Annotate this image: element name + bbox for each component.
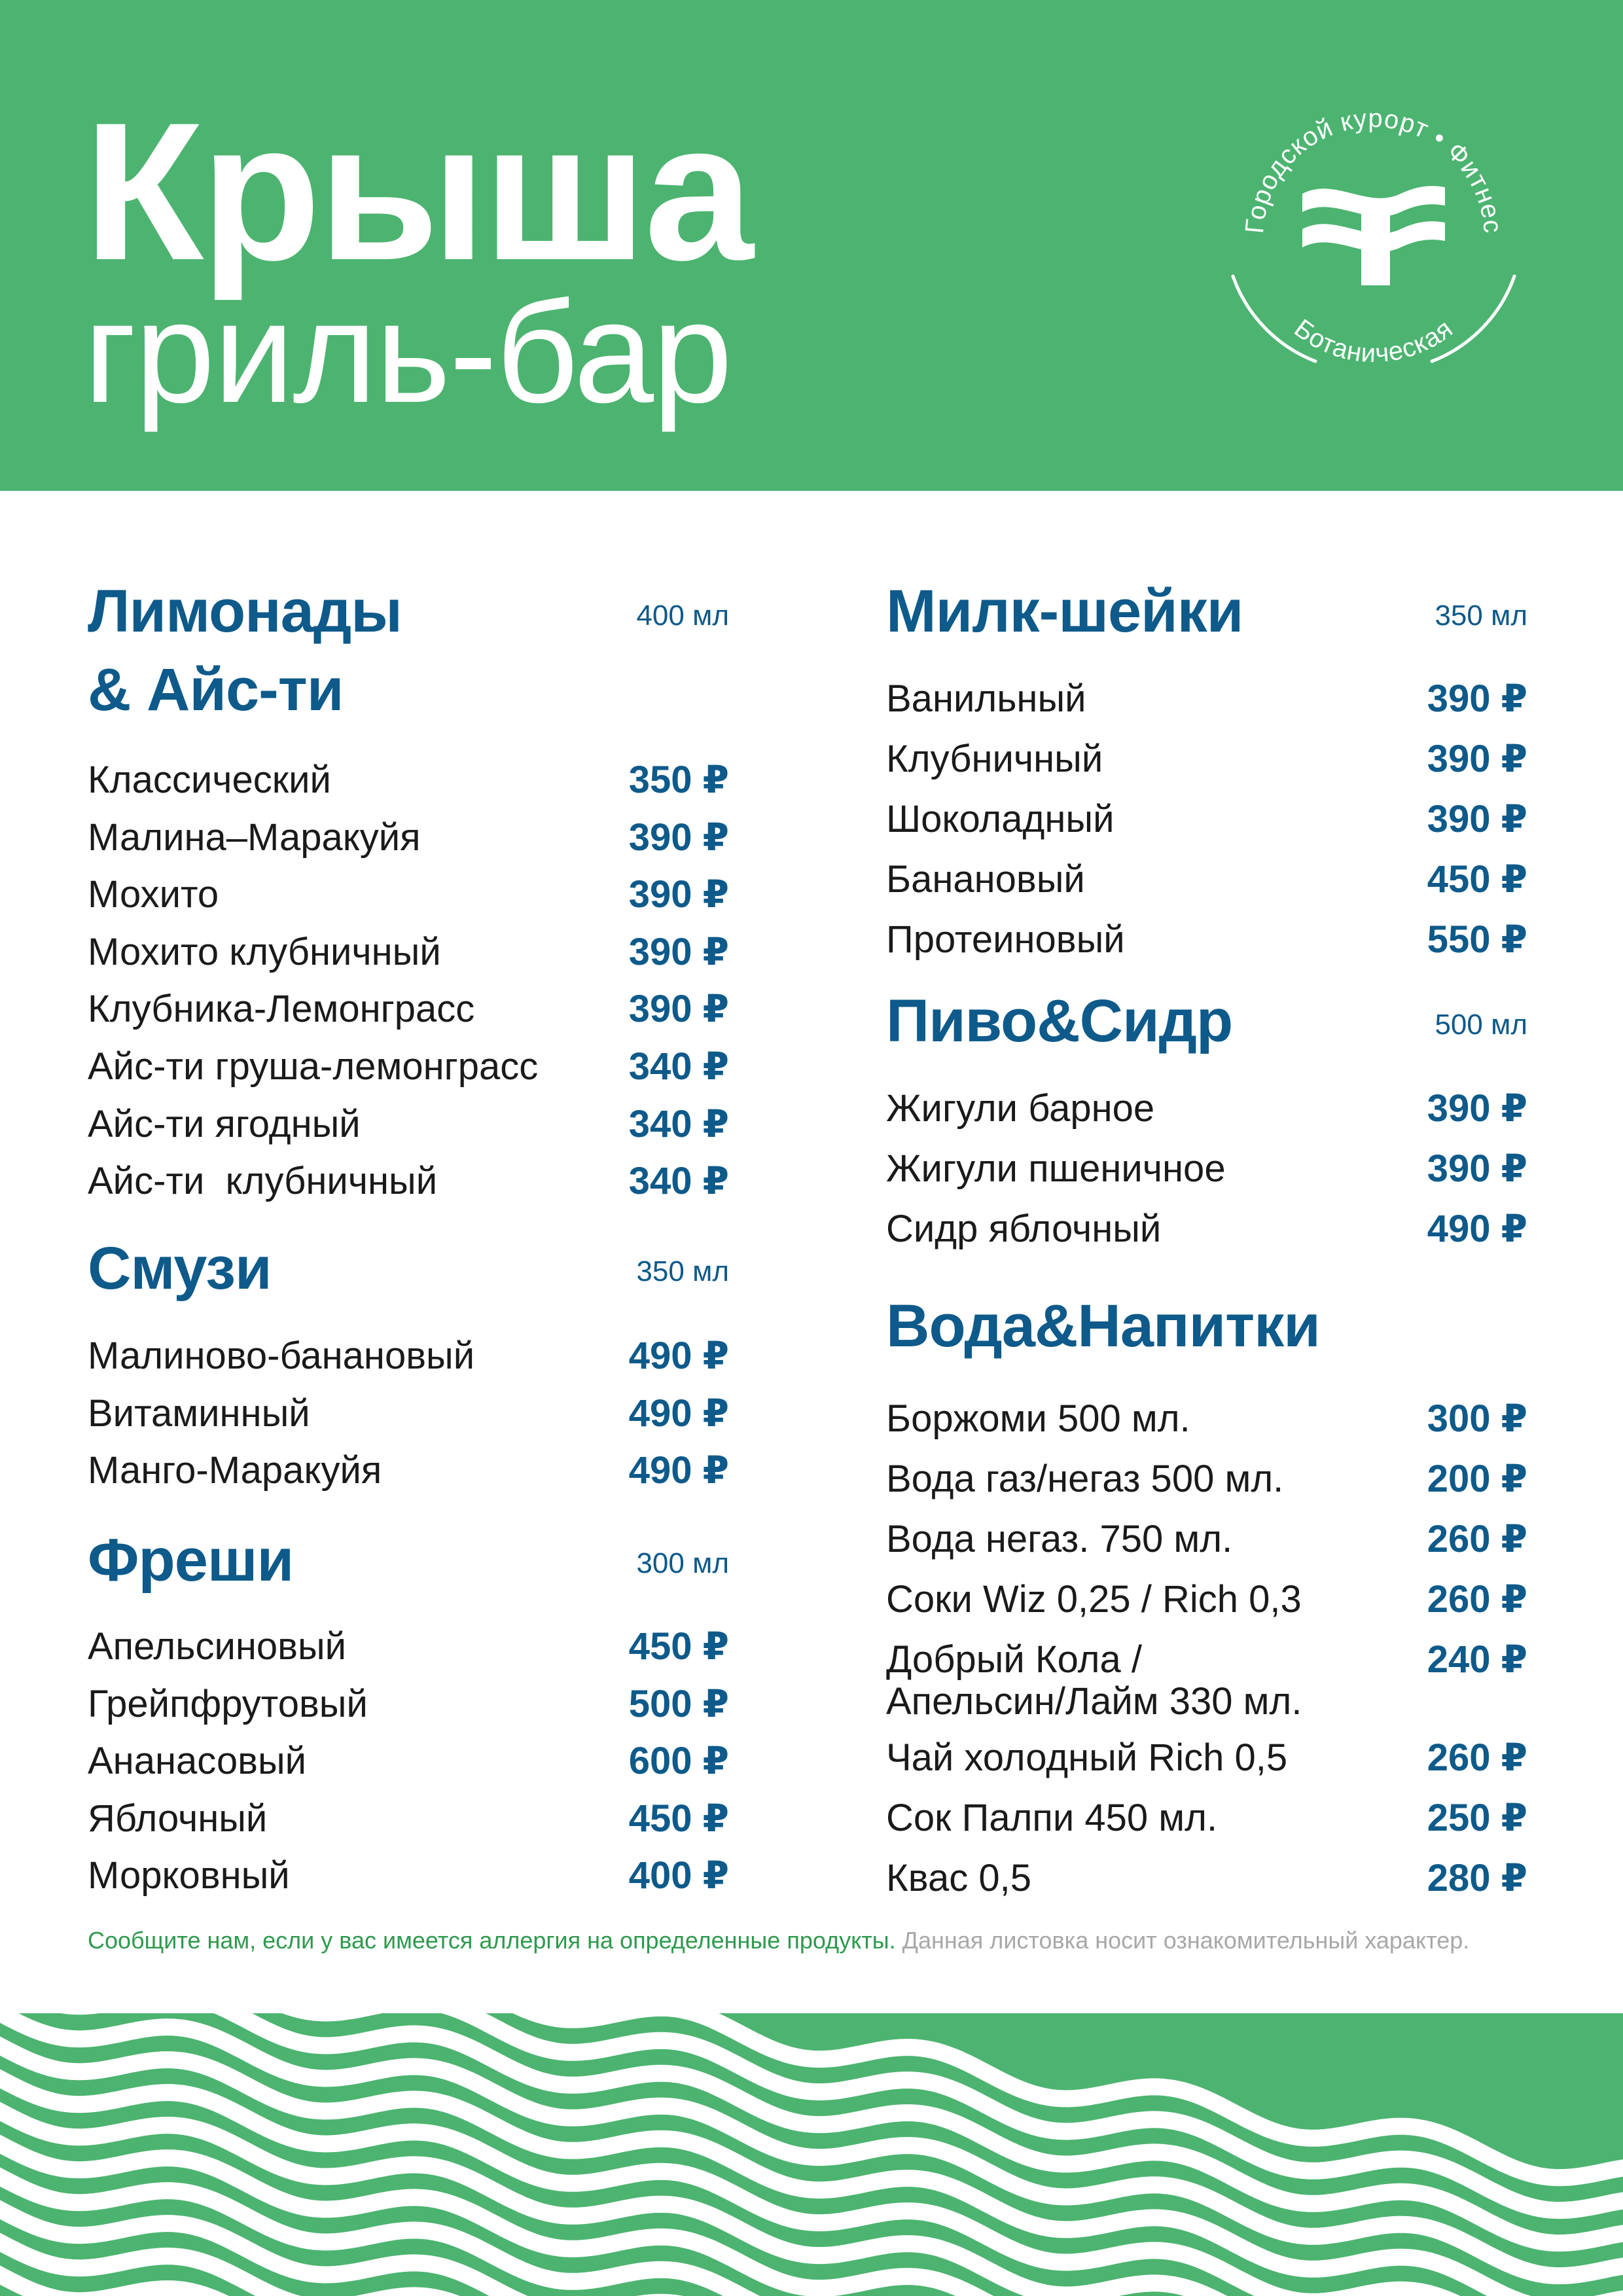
menu-item-price: 490 ₽	[628, 1391, 729, 1435]
menu-item-price: 390 ₽	[628, 988, 729, 1031]
resort-logo	[1222, 86, 1525, 389]
menu-item-price: 340 ₽	[628, 1102, 729, 1145]
menu-item-price: 350 ₽	[628, 759, 729, 801]
menu-item-price: 260 ₽	[1427, 1736, 1527, 1779]
section-volume: 400 мл	[636, 600, 729, 632]
menu-item	[88, 1798, 729, 1850]
menu-item	[88, 1855, 729, 1907]
menu-item-price: 340 ₽	[628, 1160, 729, 1203]
section-title: Лимонады	[88, 578, 402, 645]
logo-mark-icon	[1302, 186, 1445, 285]
menu-item-price: 600 ₽	[628, 1740, 729, 1783]
section-title: Вода&Напитки	[886, 1293, 1320, 1359]
menu-item-price: 490 ₽	[628, 1449, 729, 1492]
menu-item-name: Малина–Маракуйя	[88, 816, 421, 859]
menu-item-name: Мохито	[88, 873, 219, 916]
menu-item-price: 490 ₽	[1427, 1208, 1527, 1250]
menu-item-name: Жигули пшеничное	[886, 1147, 1226, 1190]
logo-ring-text-bottom: Ботаническая	[1289, 314, 1459, 368]
section-volume: 500 мл	[1435, 1009, 1527, 1041]
menu-item-name: Яблочный	[88, 1797, 268, 1840]
menu-item-name: Ванильный	[886, 677, 1086, 720]
menu-item-price: 490 ₽	[628, 1335, 729, 1377]
menu-item	[88, 1335, 729, 1388]
menu-item	[88, 1683, 729, 1736]
menu-item	[88, 1450, 729, 1502]
menu-item	[88, 759, 729, 812]
menu-item	[886, 1458, 1527, 1511]
menu-item-name: Добрый Кола / Апельсин/Лайм 330 мл.	[886, 1638, 1302, 1723]
menu-item-price: 550 ₽	[1427, 918, 1527, 961]
section-title: Смузи	[88, 1235, 272, 1302]
menu-item-name: Боржоми 500 мл.	[886, 1397, 1190, 1440]
menu-item-price: 450 ₽	[1427, 858, 1527, 901]
menu-item	[88, 1103, 729, 1156]
menu-item-name: Мохито клубничный	[88, 930, 441, 973]
menu-item-name: Сидр яблочный	[886, 1208, 1162, 1250]
menu-item-price: 390 ₽	[1427, 738, 1527, 780]
menu-item	[886, 1518, 1527, 1571]
menu-item	[886, 1737, 1527, 1789]
menu-item-price: 390 ₽	[1427, 1147, 1527, 1190]
section-title: & Айс-ти	[88, 656, 344, 723]
menu-item	[88, 931, 729, 984]
section-volume: 350 мл	[636, 1255, 729, 1287]
menu-item-name: Витаминный	[88, 1391, 310, 1435]
menu-item-name: Айс-ти груша-лемонграсс	[88, 1045, 539, 1088]
menu-item-name: Клубничный	[886, 738, 1103, 780]
menu-item-name: Вода негаз. 750 мл.	[886, 1518, 1233, 1560]
menu-item-price: 500 ₽	[628, 1682, 729, 1725]
menu-item-price: 390 ₽	[1427, 677, 1527, 720]
menu-item-name: Протеиновый	[886, 918, 1125, 961]
menu-item-price: 340 ₽	[628, 1045, 729, 1088]
section-volume: 350 мл	[1435, 600, 1527, 632]
menu-item	[88, 1046, 729, 1098]
section-title: Пиво&Сидр	[886, 988, 1233, 1054]
logo-ring-text-top: Городской курорт • Фитнес	[1240, 103, 1508, 235]
section-volume: 300 мл	[636, 1547, 729, 1579]
menu-item-price: 450 ₽	[628, 1625, 729, 1668]
menu-item-price: 390 ₽	[1427, 1087, 1527, 1130]
allergy-note: Сообщите нам, если у вас имеется аллергия на определенные продукты.	[88, 1927, 896, 1954]
menu-item-price: 300 ₽	[1427, 1397, 1527, 1440]
menu-item-name: Грейпфрутовый	[88, 1682, 368, 1725]
wave-pattern	[0, 2013, 1623, 2296]
menu-item	[886, 919, 1527, 971]
menu-item-name: Ананасовый	[88, 1740, 307, 1783]
menu-item-name: Банановый	[886, 858, 1085, 901]
menu-item	[886, 1208, 1527, 1261]
menu-item-name: Манго-Маракуйя	[88, 1449, 382, 1492]
menu-item-name: Чай холодный Rich 0,5	[886, 1736, 1288, 1779]
menu-item-name: Сок Палпи 450 мл.	[886, 1797, 1218, 1839]
menu-item	[886, 738, 1527, 791]
menu-item	[88, 1393, 729, 1445]
menu-item-price: 250 ₽	[1427, 1797, 1527, 1839]
menu-item	[886, 1638, 1527, 1723]
footnote	[88, 1927, 1469, 1954]
menu-item-name: Жигули барное	[886, 1087, 1155, 1130]
menu-item	[886, 1797, 1527, 1850]
menu-item-price: 280 ₽	[1427, 1857, 1527, 1899]
menu-item	[88, 1160, 729, 1213]
menu-item-name: Клубника-Лемонграсс	[88, 988, 475, 1031]
page-title: Крыша	[84, 81, 751, 301]
menu-item-name: Морковный	[88, 1854, 290, 1897]
menu-item	[88, 874, 729, 926]
menu-item	[886, 798, 1527, 851]
menu-item-price: 390 ₽	[628, 816, 729, 859]
menu-item	[886, 1857, 1527, 1910]
menu-item	[88, 817, 729, 869]
menu-item-name: Шоколадный	[886, 798, 1115, 840]
menu-item	[886, 678, 1527, 730]
menu-item-name: Классический	[88, 759, 331, 801]
menu-item	[88, 988, 729, 1041]
menu-item	[886, 1088, 1527, 1140]
menu-item-name: Айс-ти ягодный	[88, 1102, 361, 1145]
menu-item	[88, 1740, 729, 1793]
header-banner	[0, 0, 1623, 491]
menu-item-name: Квас 0,5	[886, 1857, 1031, 1899]
menu-item-price: 200 ₽	[1427, 1458, 1527, 1500]
menu-item-price: 400 ₽	[628, 1854, 729, 1897]
menu-item-name: Соки Wiz 0,25 / Rich 0,3	[886, 1578, 1302, 1621]
menu-item	[88, 1626, 729, 1678]
menu-item-name: Апельсиновый	[88, 1625, 347, 1668]
section-title: Милк-шейки	[886, 578, 1243, 645]
menu-item-name: Айс-ти клубничный	[88, 1160, 438, 1203]
menu-item	[886, 1579, 1527, 1631]
menu-item	[886, 1398, 1527, 1450]
page-subtitle: гриль-бар	[84, 272, 732, 433]
menu-item-price: 260 ₽	[1427, 1518, 1527, 1560]
menu-item	[886, 1148, 1527, 1200]
menu-item-price: 240 ₽	[1427, 1638, 1527, 1681]
menu-item-price: 390 ₽	[628, 930, 729, 973]
menu-item	[886, 859, 1527, 911]
menu-item-name: Малиново-банановый	[88, 1335, 475, 1377]
menu-item-price: 390 ₽	[628, 873, 729, 916]
menu-item-price: 450 ₽	[628, 1797, 729, 1840]
section-title: Фреши	[88, 1527, 294, 1594]
menu-item-name: Вода газ/негаз 500 мл.	[886, 1458, 1284, 1500]
disclaimer-note: Данная листовка носит ознакомительный характер.	[902, 1927, 1470, 1954]
menu-item-price: 390 ₽	[1427, 798, 1527, 840]
menu-item-price: 260 ₽	[1427, 1578, 1527, 1621]
